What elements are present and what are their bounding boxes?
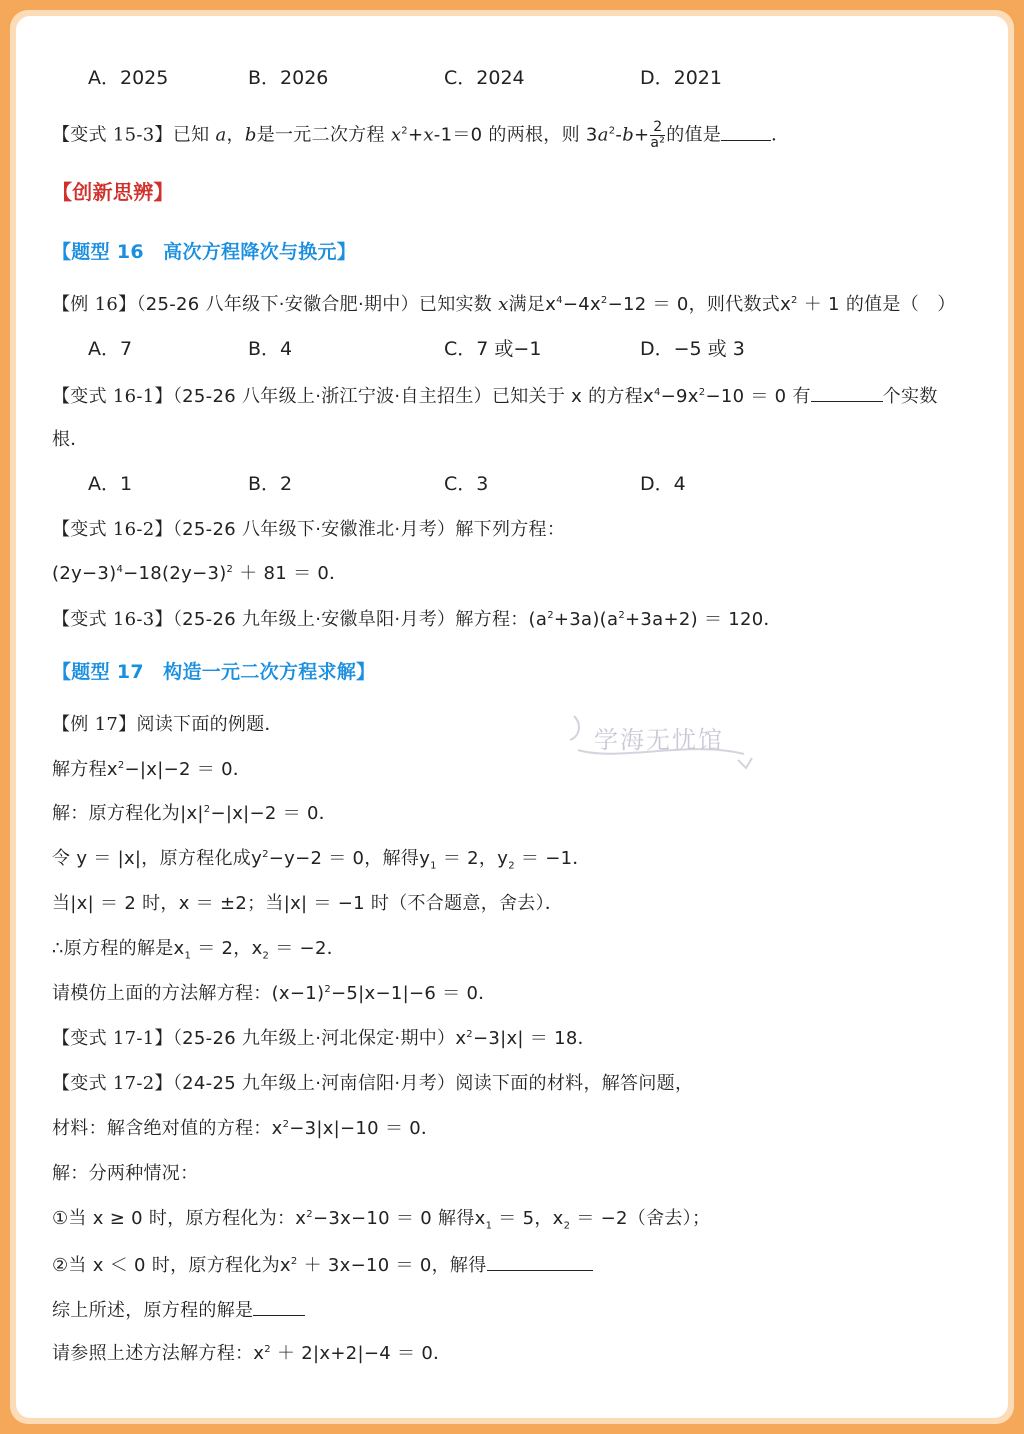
- variant-16-2-equation: [52, 562, 347, 586]
- text: -: [615, 124, 623, 146]
- option-b: B．4: [248, 338, 293, 360]
- q16-1-options: [0, 472, 1024, 496]
- text: −|x|−2 ＝ 0．: [124, 759, 252, 780]
- text: （25-26 八年级下·安徽淮北·月考）解下列方程：: [172, 519, 566, 540]
- example-17-line2: [52, 758, 251, 782]
- text: +: [407, 124, 424, 146]
- exponent: 2: [282, 1119, 290, 1130]
- watermark-text: 学海无忧馆: [594, 726, 724, 754]
- subscript: 2: [262, 950, 270, 962]
- text: ＝ 2，y: [436, 848, 509, 869]
- text: ＋ 3x−10 ＝ 0，解得: [297, 1255, 487, 1276]
- example-17-line7: [52, 982, 497, 1006]
- variant-16-1-line2: 根．: [52, 429, 89, 450]
- variant-17-2-line7: [52, 1342, 451, 1366]
- text: ②当 x ＜ 0 时，原方程化为x: [52, 1255, 291, 1276]
- text: （25-26 九年级上·河北保定·期中）x: [172, 1028, 467, 1049]
- option-a: A．7: [88, 338, 133, 360]
- text: ＝ −1．: [514, 848, 591, 869]
- text: −4x: [562, 294, 601, 315]
- exponent: 2: [401, 125, 408, 137]
- variant-tag: 【变式 16-3】: [52, 609, 173, 630]
- exponent: 2: [600, 295, 608, 306]
- variant-17-2: [52, 1072, 693, 1096]
- text: +: [634, 124, 650, 146]
- example-tag: 【例 17】: [52, 714, 137, 735]
- option-a: A．1: [88, 473, 133, 495]
- text: 个实数: [882, 386, 938, 407]
- text: 是一元二次方程: [256, 124, 391, 146]
- option-d: D．−5 或 3: [640, 338, 745, 360]
- variant-16-3: [52, 608, 782, 632]
- variant-tag: 【变式 15-3】: [52, 124, 173, 146]
- variant-16-1: [52, 383, 938, 409]
- example-tag: 【例 16】: [52, 294, 137, 315]
- var-x: x: [498, 294, 509, 315]
- subscript: 1: [485, 1220, 493, 1232]
- var-x: x: [423, 124, 434, 146]
- text: （25-26 八年级上·浙江宁波·自主招生）已知关于 x 的方程x: [172, 386, 654, 407]
- innovation-heading: 【创新思辨】: [52, 180, 174, 204]
- text: ＝ −2．: [269, 938, 345, 959]
- var-b: b: [244, 124, 257, 146]
- answer-blank: [253, 1297, 305, 1316]
- var-b: b: [622, 124, 635, 146]
- text: 解：原方程化为|x|: [52, 803, 204, 824]
- text: ，: [226, 124, 245, 146]
- example-17: [52, 713, 283, 737]
- variant-tag: 【变式 16-1】: [52, 386, 173, 407]
- text: −|x|−2 ＝ 0．: [210, 803, 338, 824]
- variant-17-2-line6: [52, 1297, 305, 1323]
- answer-blank: [811, 383, 883, 402]
- answer-blank: [487, 1252, 593, 1271]
- exponent: 2: [264, 1344, 271, 1355]
- exponent: 2: [203, 804, 211, 815]
- text: +3a)(a: [553, 609, 619, 630]
- q15-options: [0, 66, 1024, 90]
- type-17-heading: 【题型 17 构造一元二次方程求解】: [52, 661, 376, 683]
- exponent: 2: [226, 564, 234, 575]
- text: −18(2y−3): [123, 563, 227, 584]
- text: ①当 x ≥ 0 时，原方程化为：x: [52, 1208, 307, 1229]
- text: ＋ 2|x+2|−4 ＝ 0．: [270, 1343, 452, 1364]
- exponent: 2: [324, 984, 332, 995]
- text: ＝ −2（舍去）；: [570, 1208, 711, 1229]
- exponent: 2: [117, 760, 125, 771]
- option-d: D．2021: [640, 67, 722, 89]
- example-17-line5: 当|x| ＝ 2 时，x ＝ ±2；当|x| ＝ −1 时（不合题意，舍去）．: [52, 893, 564, 914]
- text: +3a+2) ＝ 120．: [625, 609, 782, 630]
- text: ＝ 5，x: [492, 1208, 564, 1229]
- subscript: 2: [508, 860, 515, 872]
- text: −y−2 ＝ 0，解得y: [268, 848, 431, 869]
- exponent: 2: [608, 125, 616, 137]
- var-a: a: [597, 124, 609, 146]
- fraction: [650, 120, 665, 151]
- watermark: [568, 710, 758, 776]
- text: （25-26 八年级下·安徽合肥·期中）已知实数: [136, 294, 499, 315]
- subscript: 1: [430, 860, 437, 872]
- option-c: C．3: [444, 473, 489, 495]
- exponent: 2: [547, 610, 554, 621]
- text: 综上所述，原方程的解是: [52, 1300, 254, 1321]
- exponent: 2: [791, 295, 798, 306]
- variant-17-2-line5: [52, 1252, 593, 1278]
- text: −3|x|−10 ＝ 0．: [289, 1118, 440, 1139]
- text: −3|x| ＝ 18．: [472, 1028, 596, 1049]
- var-x: x: [390, 124, 402, 146]
- exponent: 2: [698, 387, 706, 398]
- text: 阅读下面的例题．: [136, 714, 283, 735]
- text: 材料：解含绝对值的方程：x: [52, 1118, 283, 1139]
- text: 满足x: [508, 294, 557, 315]
- text: 的值是: [666, 124, 722, 146]
- example-16: [52, 293, 956, 317]
- option-b: B．2: [248, 473, 293, 495]
- text: ＝ 2，x: [191, 938, 263, 959]
- example-17-line6: [52, 937, 345, 961]
- fraction-denominator: a²: [650, 135, 666, 151]
- text: （24-25 九年级上·河南信阳·月考）阅读下面的材料，解答问题，: [172, 1073, 694, 1094]
- text: −10 ＝ 0 有: [705, 386, 811, 407]
- answer-blank: [721, 122, 771, 141]
- text: 解方程x: [52, 759, 118, 780]
- option-a: A．2025: [88, 67, 169, 89]
- text: ＋ 81 ＝ 0．: [233, 563, 348, 584]
- text: 请参照上述方法解方程：x: [52, 1343, 265, 1364]
- option-c: C．7 或−1: [444, 338, 542, 360]
- fraction-numerator: 2: [650, 120, 665, 136]
- option-d: D．4: [640, 473, 686, 495]
- exponent: 4: [116, 564, 124, 575]
- subscript: 2: [563, 1220, 571, 1232]
- text: −3x−10 ＝ 0 解得x: [312, 1208, 486, 1229]
- text: -1＝0 的两根，则 3: [433, 124, 598, 146]
- subscript: 1: [184, 950, 192, 962]
- text: 请模仿上面的方法解方程：(x−1): [52, 983, 325, 1004]
- q16-options: [0, 337, 1024, 361]
- exponent: 4: [654, 387, 661, 398]
- variant-17-2-line3: 解：分两种情况：: [52, 1163, 199, 1184]
- type-16-heading: 【题型 16 高次方程降次与换元】: [52, 241, 357, 263]
- text: （25-26 九年级上·安徽阜阳·月考）解方程：(a: [172, 609, 548, 630]
- exponent: 2: [290, 1256, 298, 1267]
- text: −12 ＝ 0，则代数式x: [607, 294, 792, 315]
- variant-17-2-line2: [52, 1117, 439, 1141]
- text: 令 y ＝ |x|，原方程化成y: [52, 848, 263, 869]
- text: ＋ 1 的值是（ ）: [797, 294, 956, 315]
- variant-tag: 【变式 17-2】: [52, 1073, 173, 1094]
- variant-17-2-line4: [52, 1207, 710, 1231]
- variant-15-3: [52, 120, 789, 151]
- example-17-line4: [52, 847, 591, 871]
- option-b: B．2026: [248, 67, 329, 89]
- example-17-line3: [52, 802, 337, 826]
- variant-17-1: [52, 1027, 596, 1051]
- exponent: 4: [556, 295, 563, 306]
- text: (2y−3): [52, 563, 117, 584]
- variant-tag: 【变式 17-1】: [52, 1028, 173, 1049]
- text: −5|x−1|−6 ＝ 0．: [331, 983, 497, 1004]
- text: ∴原方程的解是x: [52, 938, 185, 959]
- var-a: a: [215, 124, 227, 146]
- variant-tag: 【变式 16-2】: [52, 519, 173, 540]
- text: ．: [771, 124, 790, 146]
- exponent: 2: [618, 610, 625, 621]
- text: 已知: [172, 124, 216, 146]
- option-c: C．2024: [444, 67, 525, 89]
- text: −9x: [660, 386, 699, 407]
- exponent: 2: [262, 849, 269, 860]
- exponent: 2: [306, 1209, 313, 1220]
- variant-16-2: [52, 518, 565, 542]
- exponent: 2: [466, 1029, 473, 1040]
